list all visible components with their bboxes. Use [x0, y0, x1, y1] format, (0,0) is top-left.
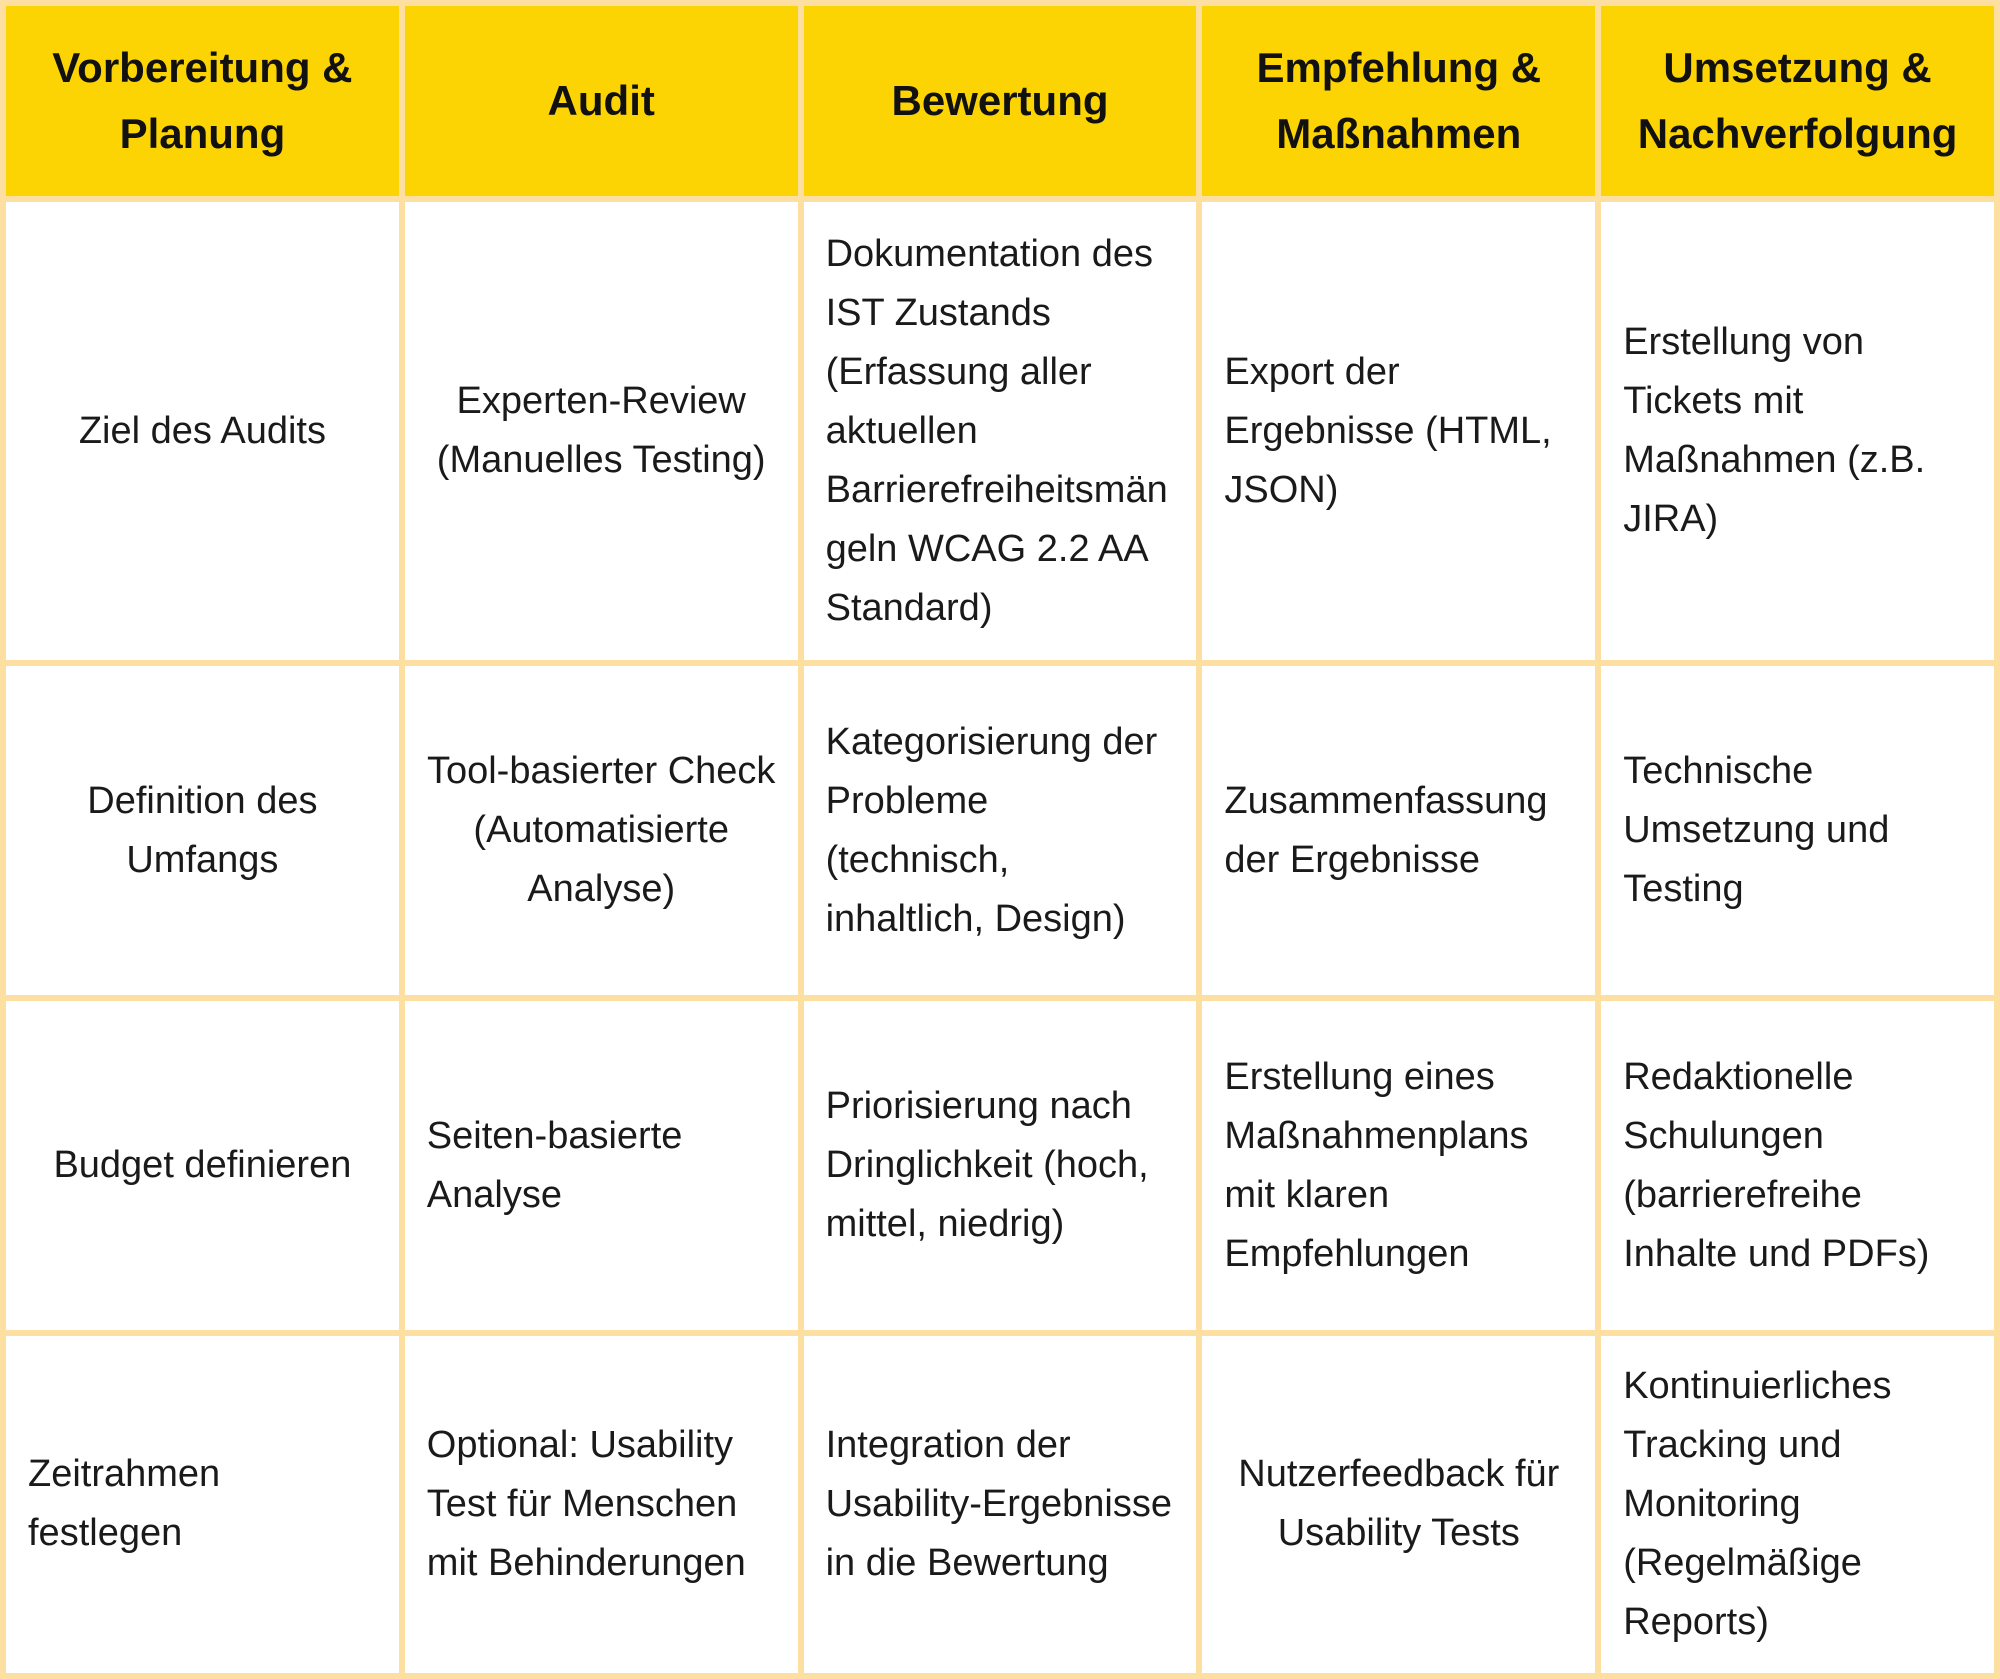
table-cell: Experten-Review (Manuelles Testing): [405, 202, 798, 660]
table-cell: Dokumentation des IST Zustands (Erfassung aller aktuellen Barrierefreiheitsmängeln WCAG 2.2 AA Standard): [804, 202, 1197, 660]
header-audit: Audit: [405, 6, 798, 196]
table-cell: Zeitrahmen festlegen: [6, 1336, 399, 1673]
table-row: [6, 1001, 1994, 1330]
table-cell: Integration der Usability-Ergebnisse in die Bewertung: [804, 1336, 1197, 1673]
table-cell: Kontinuierliches Tracking und Monitoring (Regelmäßige Reports): [1601, 1336, 1994, 1673]
table-row: [6, 1336, 1994, 1673]
table-cell: Kategorisierung der Probleme (technisch, inhaltlich, Design): [804, 666, 1197, 995]
table-row: [6, 202, 1994, 660]
table-cell: Zusammenfassung der Ergebnisse: [1202, 666, 1595, 995]
table-cell: Nutzerfeedback für Usability Tests: [1202, 1336, 1595, 1673]
table-cell: Budget definieren: [6, 1001, 399, 1330]
table-cell: Erstellung eines Maßnahmenplans mit klaren Empfehlungen: [1202, 1001, 1595, 1330]
table-cell: Technische Umsetzung und Testing: [1601, 666, 1994, 995]
header-preparation: Vorbereitung & Planung: [6, 6, 399, 196]
table-cell: Redaktionelle Schulungen (barrierefreihe Inhalte und PDFs): [1601, 1001, 1994, 1330]
header-row: [6, 6, 1994, 196]
table-cell: Definition des Umfangs: [6, 666, 399, 995]
header-evaluation: Bewertung: [804, 6, 1197, 196]
table-cell: Tool-basierter Check (Automatisierte Analyse): [405, 666, 798, 995]
table-cell: Ziel des Audits: [6, 202, 399, 660]
table-cell: Seiten-basierte Analyse: [405, 1001, 798, 1330]
header-implementation: Umsetzung & Nachverfolgung: [1601, 6, 1994, 196]
table-cell: Optional: Usability Test für Menschen mit Behinderungen: [405, 1336, 798, 1673]
table-row: [6, 666, 1994, 995]
table-cell: Erstellung von Tickets mit Maßnahmen (z.B. JIRA): [1601, 202, 1994, 660]
header-recommendation: Empfehlung & Maßnahmen: [1202, 6, 1595, 196]
table-cell: Export der Ergebnisse (HTML, JSON): [1202, 202, 1595, 660]
table-cell: Priorisierung nach Dringlichkeit (hoch, mittel, niedrig): [804, 1001, 1197, 1330]
